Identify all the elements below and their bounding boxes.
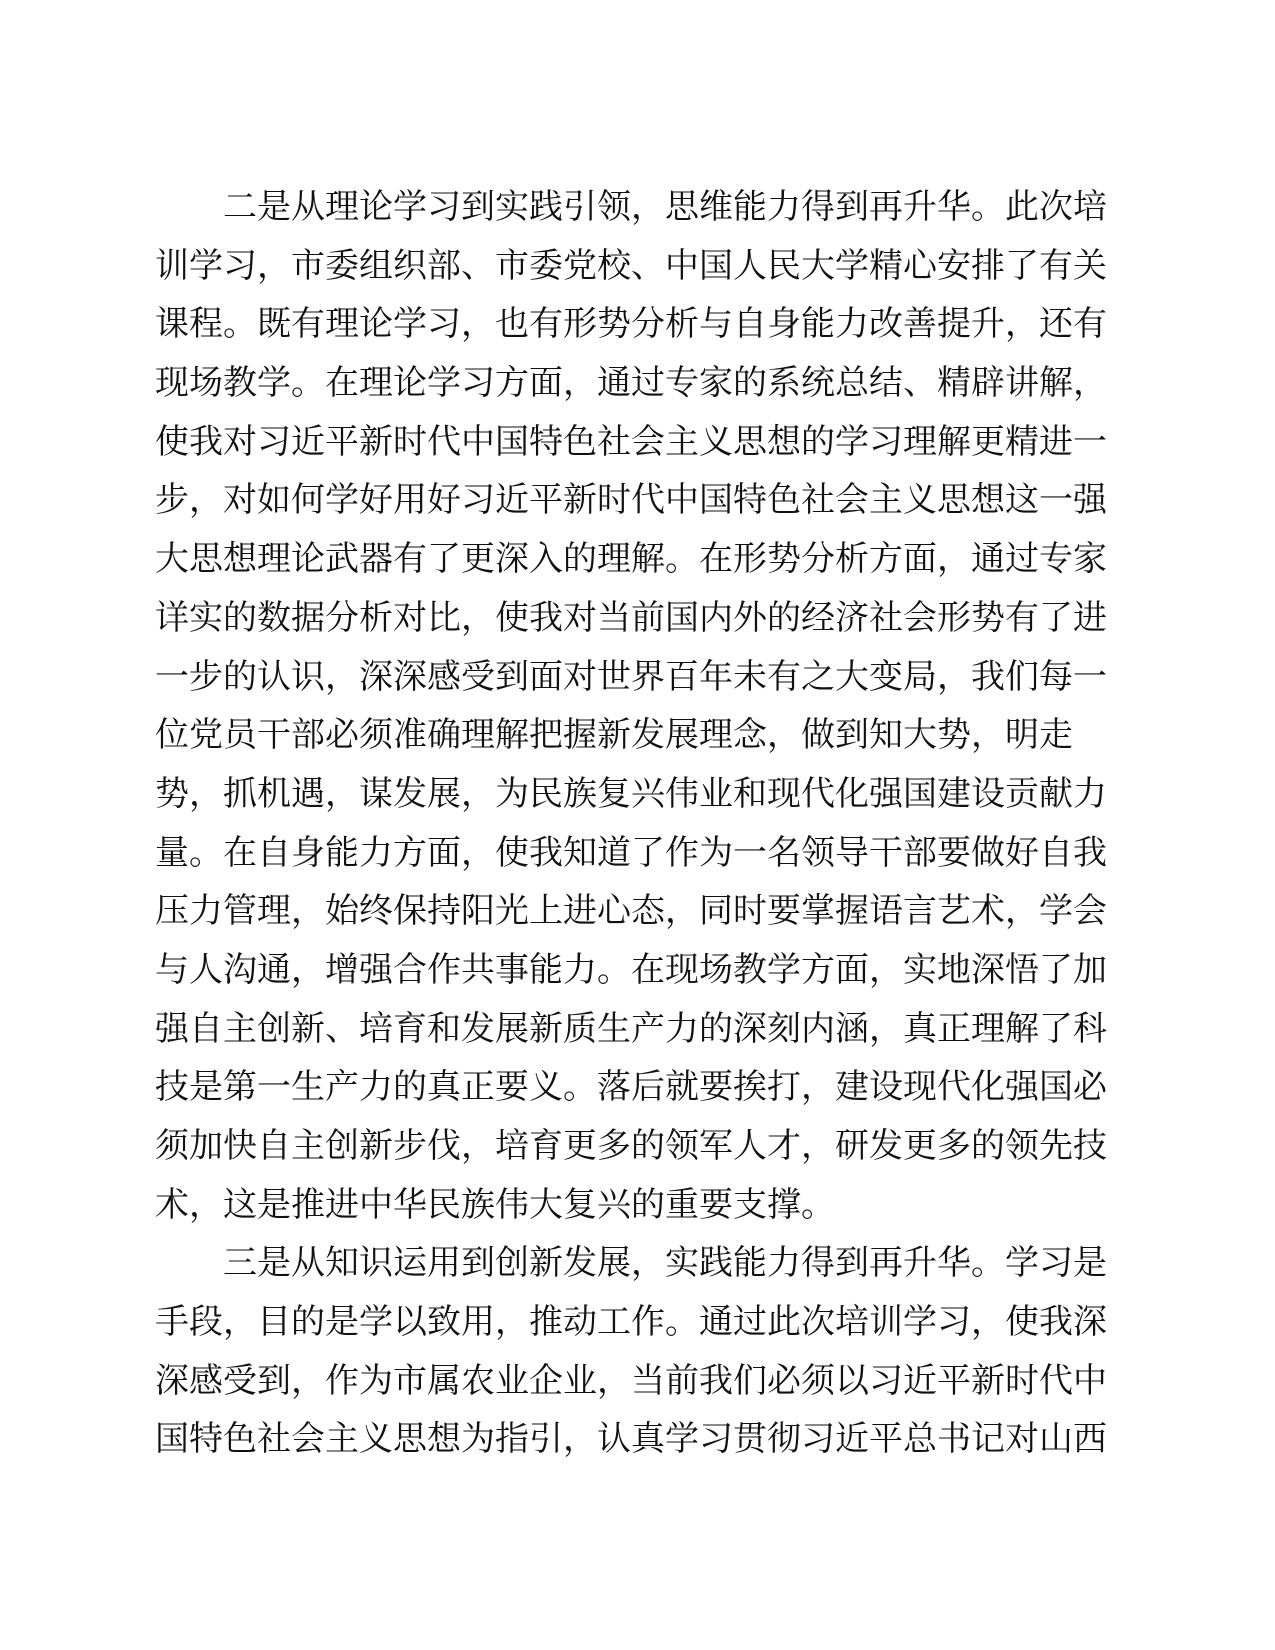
paragraph-line: 压力管理，始终保持阳光上进心态，同时要掌握语言艺术，学会	[155, 891, 1107, 932]
paragraph-line: 深感受到，作为市属农业企业，当前我们必须以习近平新时代中	[155, 1360, 1107, 1401]
paragraph-line: 强自主创新、培育和发展新质生产力的深刻内涵，真正理解了科	[155, 1008, 1107, 1049]
paragraph-line: 二是从理论学习到实践引领，思维能力得到再升华。此次培	[223, 187, 1107, 227]
paragraph-line: 现场教学。在理论学习方面，通过专家的系统总结、精辟讲解，	[155, 363, 1107, 404]
paragraph-line: 位党员干部必须准确理解把握新发展理念，做到知大势，明走	[155, 715, 1073, 756]
paragraph-line: 与人沟通，增强合作共事能力。在现场教学方面，实地深悟了加	[155, 949, 1107, 990]
paragraph-line: 大思想理论武器有了更深入的理解。在形势分析方面，通过专家	[155, 539, 1107, 580]
paragraph-practice-guidance	[155, 178, 1107, 1234]
paragraph-line: 量。在自身能力方面，使我知道了作为一名领导干部要做好自我	[155, 832, 1107, 873]
paragraph-innovation-development	[155, 1234, 1107, 1469]
paragraph-line: 课程。既有理论学习，也有形势分析与自身能力改善提升，还有	[155, 304, 1107, 345]
paragraph-line: 三是从知识运用到创新发展，实践能力得到再升华。学习是	[223, 1243, 1107, 1284]
paragraph-line: 须加快自主创新步伐，培育更多的领军人才，研发更多的领先技	[155, 1126, 1107, 1166]
paragraph-line: 步，对如何学好用好习近平新时代中国特色社会主义思想这一强	[155, 480, 1107, 521]
paragraph-line: 国特色社会主义思想为指引，认真学习贯彻习近平总书记对山西	[155, 1419, 1107, 1460]
paragraph-line: 详实的数据分析对比，使我对当前国内外的经济社会形势有了进	[155, 597, 1107, 638]
document-body	[155, 178, 1107, 1469]
paragraph-line: 势，抓机遇，谋发展，为民族复兴伟业和现代化强国建设贡献力	[155, 773, 1107, 814]
paragraph-line: 术，这是推进中华民族伟大复兴的重要支撑。	[155, 1184, 835, 1225]
paragraph-line: 一步的认识，深深感受到面对世界百年未有之大变局，我们每一	[155, 656, 1107, 697]
paragraph-line: 技是第一生产力的真正要义。落后就要挨打，建设现代化强国必	[155, 1067, 1107, 1108]
paragraph-line: 手段，目的是学以致用，推动工作。通过此次培训学习，使我深	[155, 1302, 1107, 1343]
paragraph-line: 使我对习近平新时代中国特色社会主义思想的学习理解更精进一	[155, 421, 1107, 462]
paragraph-line: 训学习，市委组织部、市委党校、中国人民大学精心安排了有关	[155, 245, 1107, 286]
